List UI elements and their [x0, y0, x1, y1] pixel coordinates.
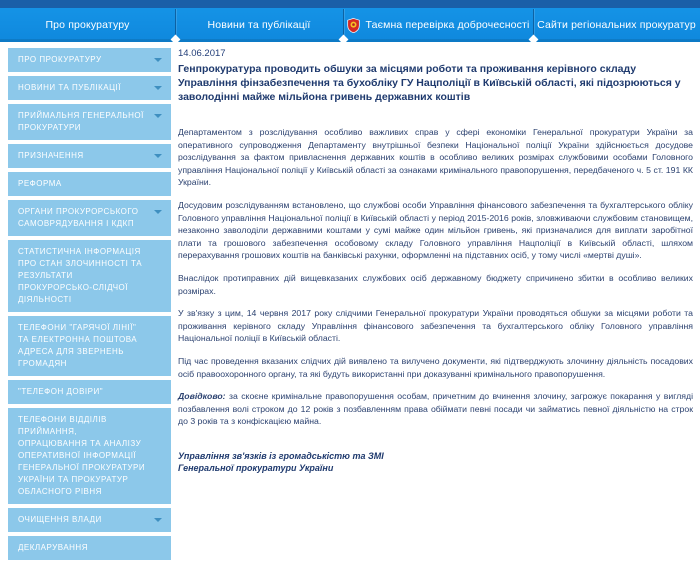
nav-item-label: Про прокуратуру: [45, 19, 130, 31]
sidebar-item-label: ОРГАНИ ПРОКУРОРСЬКОГО САМОВРЯДУВАННЯ І КДКП: [18, 207, 139, 228]
sidebar-item-label: ТЕЛЕФОНИ "ГАРЯЧОЇ ЛІНІЇ" ТА ЕЛЕКТРОННА ПОШТОВА АДРЕСА ДЛЯ ЗВЕРНЕНЬ ГРОМАДЯН: [18, 323, 138, 368]
nav-item-label: Сайти регіональних прокуратур: [537, 19, 696, 31]
article-paragraph: Департаментом з розслідування особливо важливих справ у сфері економіки Генеральної прокуратури України за оперативного супроводження Департаменту внутрішньої безпеки Національної поліції України здійснюється досудове розслідування за фактом привласнення державних коштів в особливо великих розмірах службовими особами Головного управління Національної поліції у Київській області за ознаками кримінального правопорушення, передбаченого ч. 5 ст. 191 КК України.: [178, 127, 693, 188]
article-paragraph: Досудовим розслідуванням встановлено, що службові особи Управління фінансового забезпечення та бухгалтерського обліку Головного управління Національної поліції в Київській області у період 2015-2016 років, зловживаючи службовим становищем, незаконно заволоділи державними коштами у сумі майже один мільйон гривень, які призначалися для виплати заробітної плати та грошового забезпечення особовому складу Головного управління Нацполіції в Київській області, шляхом перерахування грошових коштів на банківські рахунки, оформленні на підставних осіб, у тому числі «мертві душі».: [178, 199, 693, 261]
sidebar-item-label: ОЧИЩЕННЯ ВЛАДИ: [18, 515, 102, 524]
sidebar-item-label: ДЕКЛАРУВАННЯ: [18, 543, 88, 552]
sidebar-item-label: РЕФОРМА: [18, 179, 62, 188]
nav-item-label: Новини та публікації: [207, 19, 311, 31]
chevron-down-icon: [154, 154, 162, 158]
sidebar-item-trust-phone[interactable]: [8, 380, 171, 404]
article-paragraph: Внаслідок протиправних дій вищевказаних службових осіб державному бюджету спричинено збитки в особливо великих розмірах.: [178, 272, 693, 296]
nav-item-news-and-publications[interactable]: [175, 0, 343, 42]
nav-item-secret-integrity-check[interactable]: [343, 0, 533, 42]
chevron-down-icon: [154, 518, 162, 522]
article-reference-note: [178, 390, 693, 428]
sidebar-item-crime-statistics[interactable]: [8, 240, 171, 312]
article-signature: [178, 450, 693, 475]
sidebar-item-label: НОВИНИ ТА ПУБЛІКАЦІЇ: [18, 83, 121, 92]
sidebar-item-label: ПРИЙМАЛЬНЯ ГЕНЕРАЛЬНОЇ ПРОКУРАТУРИ: [18, 111, 144, 132]
chevron-down-icon: [154, 86, 162, 90]
reference-note-lead: Довідково:: [178, 391, 226, 402]
sidebar-item-news-and-publications[interactable]: [8, 76, 171, 100]
sidebar-menu: [8, 48, 171, 564]
signature-line-2: Генеральної прокуратури України: [178, 463, 334, 474]
signature-line-1: Управління зв'язків із громадськістю та ЗМІ: [178, 450, 384, 461]
article-headline: Генпрокуратура проводить обшуки за місцями роботи та проживання керівного складу Управління фінзабезпечення та бухобліку ГУ Нацполіції в Київській області, які підозрюються у заволодінні майже мільйона гривень державних коштів: [178, 63, 681, 103]
sidebar-item-lustration[interactable]: [8, 508, 171, 532]
sidebar-item-appointments[interactable]: [8, 144, 171, 168]
nav-item-label: Таємна перевірка доброчесності: [365, 19, 530, 31]
chevron-down-icon: [154, 210, 162, 214]
reference-note-body: за скоєне кримінальне правопорушення особам, причетним до вчинення злочину, загрожує покарання у вигляді позбавлення волі строком до 12 років з позбавленням права обіймати певні посади чи займатись певної діяльністю на строк до 3 років та з конфіскацією майна.: [178, 391, 693, 427]
sidebar-item-label: СТАТИСТИЧНА ІНФОРМАЦІЯ ПРО СТАН ЗЛОЧИННОСТІ ТА РЕЗУЛЬТАТИ ПРОКУРОРСЬКО-СЛІДЧОЇ ДІЯЛЬНОСТІ: [18, 247, 143, 304]
chevron-down-icon: [154, 114, 162, 118]
sidebar-item-label: ПРИЗНАЧЕННЯ: [18, 151, 84, 160]
sidebar-item-label: ТЕЛЕФОНИ ВІДДІЛІВ ПРИЙМАННЯ, ОПРАЦЮВАННЯ ТА АНАЛІЗУ ОПЕРАТИВНОЇ ІНФОРМАЦІЇ ГЕНЕРАЛЬНОЇ ПРОКУРАТУРИ УКРАЇНИ ТА ПРОКУРАТУР ОБЛАСНОГО РІВНЯ: [18, 415, 146, 496]
nav-item-regional-prosecutor-sites[interactable]: [533, 0, 700, 42]
sidebar-item-about-prosecutors-office[interactable]: [8, 48, 171, 72]
sidebar-item-reform[interactable]: [8, 172, 171, 196]
article-paragraph: У зв'язку з цим, 14 червня 2017 року слідчими Генеральної прокуратури України проводяться обшуки за місцями роботи та проживання керівного складу Управління фінансового забезпечення та бухгалтерського обліку Головного управління Національної поліції в Київській області.: [178, 308, 693, 344]
chevron-down-icon: [154, 58, 162, 62]
sidebar-item-self-governance-bodies[interactable]: [8, 200, 171, 236]
nav-item-about-prosecutors-office[interactable]: [0, 0, 175, 42]
article-content: [178, 48, 693, 475]
sidebar-item-label: "ТЕЛЕФОН ДОВІРИ": [18, 387, 104, 396]
article-date: 14.06.2017: [178, 48, 226, 59]
sidebar-item-reception-office[interactable]: [8, 104, 171, 140]
article-paragraph: Під час проведення вказаних слідчих дій виявлено та вилучено документи, які підтверджують злочинну діяльність посадових осіб правоохоронного органу, та які будуть використанні при доказуванні кримінального правопорушення.: [178, 355, 693, 379]
shield-badge-icon: [347, 18, 360, 33]
sidebar-item-label: ПРО ПРОКУРАТУРУ: [18, 55, 102, 64]
sidebar-item-declaration[interactable]: [8, 536, 171, 560]
sidebar-item-operational-info-departments[interactable]: [8, 408, 171, 504]
top-navigation-bar: [0, 0, 700, 42]
sidebar-item-hotline-phones[interactable]: [8, 316, 171, 376]
